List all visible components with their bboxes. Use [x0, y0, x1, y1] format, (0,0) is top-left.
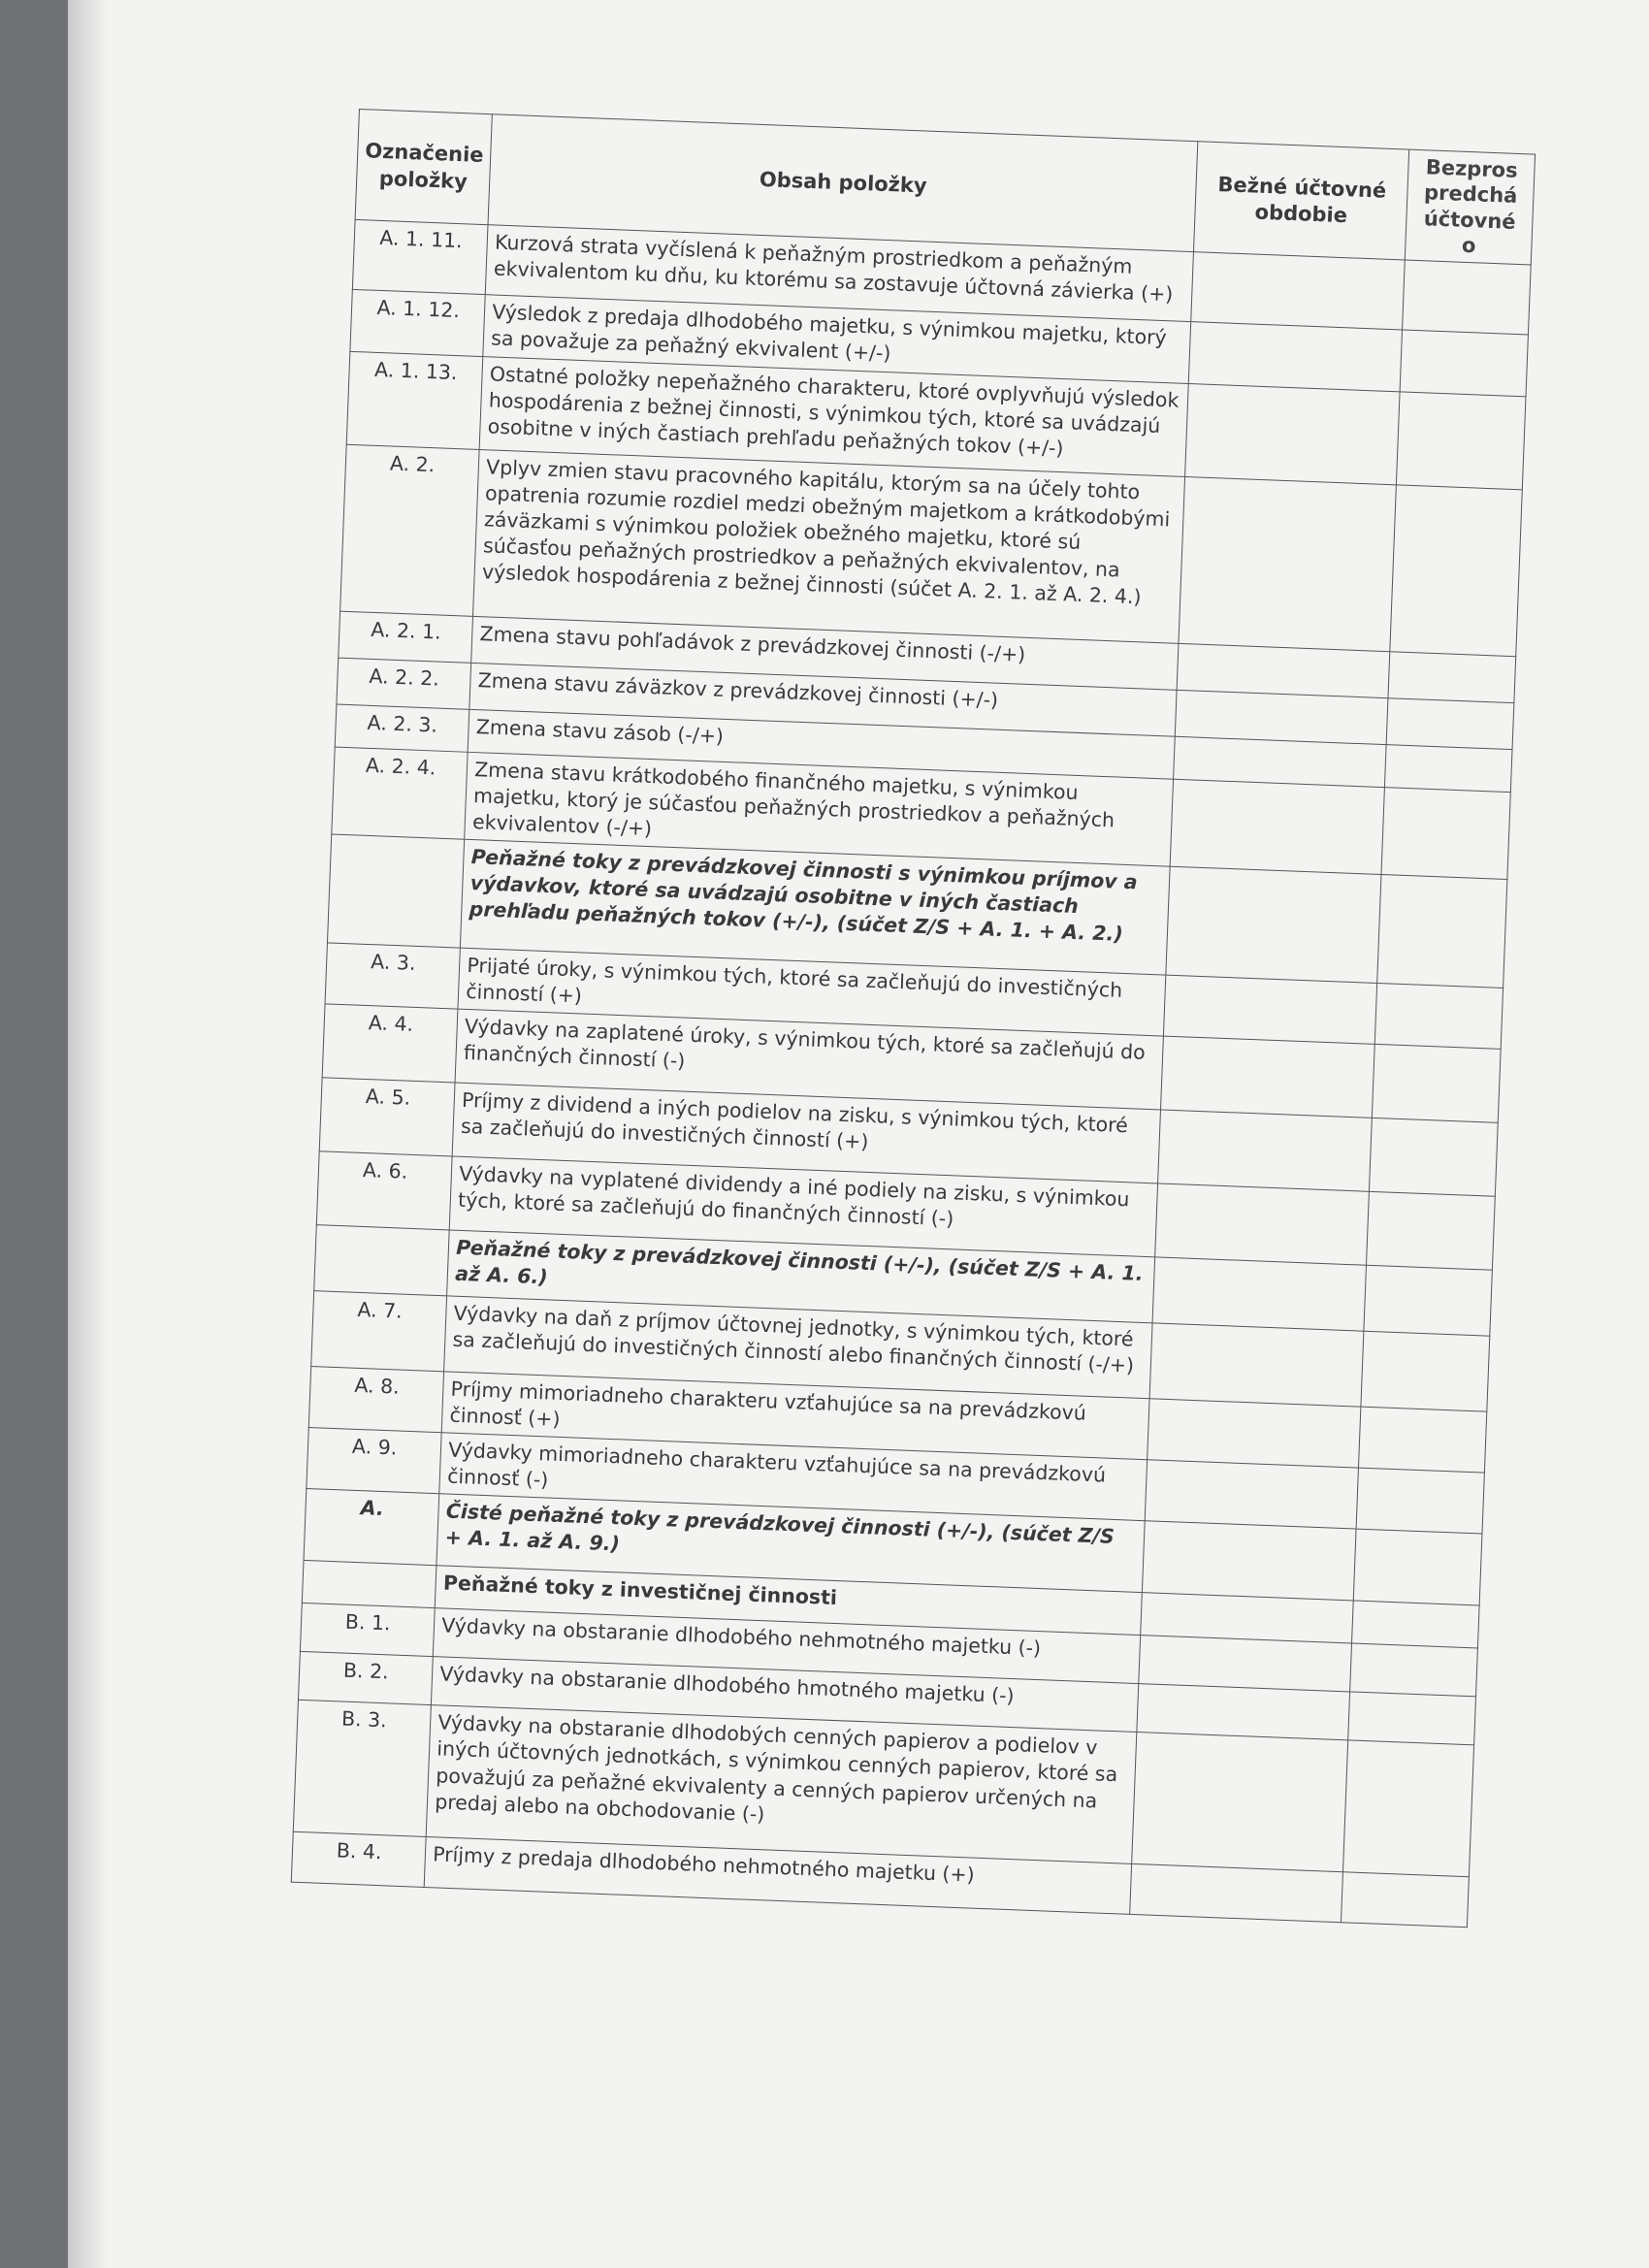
previous-period-cell [1343, 1740, 1474, 1877]
previous-period-cell [1390, 485, 1523, 657]
previous-period-cell [1353, 1529, 1482, 1605]
previous-period-cell [1377, 875, 1507, 988]
current-period-cell [1149, 1323, 1364, 1407]
previous-period-cell [1403, 260, 1532, 335]
item-code: A. 6. [316, 1151, 452, 1230]
current-period-cell [1155, 1183, 1370, 1265]
item-code: A. 1. 12. [350, 289, 486, 356]
item-content: Výdavky na daň z príjmov účtovnej jednotky, s výnimkou tých, ktoré sa začleňujú do investičných činností alebo finančných činností (-/+) [444, 1296, 1152, 1399]
current-period-cell [1164, 975, 1377, 1044]
item-code: A. 9. [307, 1428, 442, 1494]
header-previous-period: Bezpros predchá účtovné o [1406, 149, 1536, 265]
previous-period-cell [1400, 330, 1528, 397]
previous-period-cell [1386, 698, 1514, 750]
previous-period-cell [1381, 788, 1510, 880]
item-code: A. 2. 1. [339, 611, 473, 663]
item-content: Výdavky na vyplatené dividendy a iné podiely na zisku, s výnimkou tých, ktoré sa začleňujú do finančných činností (-) [449, 1156, 1157, 1257]
previous-period-cell [1352, 1601, 1480, 1648]
item-code: A. 1. 11. [352, 219, 488, 294]
current-period-cell [1152, 1257, 1366, 1331]
item-content: Kurzová strata vyčíslená k peňažným prostriedkom a peňažným ekvivalentom ku dňu, ku ktorému sa zostavuje účtovná závierka (+) [486, 225, 1194, 322]
current-period-cell [1177, 643, 1390, 697]
previous-period-cell [1367, 1192, 1496, 1271]
current-period-cell [1148, 1399, 1361, 1468]
previous-period-cell [1348, 1692, 1476, 1745]
item-code: A. 4. [322, 1004, 458, 1083]
previous-period-cell [1385, 745, 1513, 793]
current-period-cell [1130, 1864, 1343, 1923]
item-content: Výdavky na obstaranie dlhodobého nehmotného majetku (-) [434, 1608, 1141, 1684]
item-code: A. 8. [308, 1367, 444, 1433]
header-content: Obsah položky [488, 114, 1198, 252]
item-content: Zmena stavu zásob (-/+) [468, 709, 1175, 779]
item-content: Peňažné toky z prevádzkovej činnosti (+/-), (súčet Z/S + A. 1. až A. 6.) [447, 1230, 1155, 1323]
item-content: Zmena stavu krátkodobého finančného majetku, s výnimkou majetku, ktorý je súčasťou peňažných prostriedkov a peňažných ekvivalentov (-/+) [465, 752, 1174, 866]
current-period-cell [1179, 476, 1396, 651]
current-period-cell [1139, 1636, 1352, 1692]
current-period-cell [1185, 384, 1401, 485]
item-content: Peňažné toky z investičnej činnosti [435, 1566, 1142, 1636]
item-code: A. 2. 3. [335, 704, 469, 752]
current-period-cell [1166, 866, 1381, 983]
previous-period-cell [1388, 652, 1516, 703]
current-period-cell [1170, 779, 1384, 874]
previous-period-cell [1397, 392, 1527, 490]
item-content: Čisté peňažné toky z prevádzkovej činnosti (+/-), (súčet Z/S + A. 1. až A. 9.) [436, 1494, 1145, 1593]
item-code: B. 2. [298, 1652, 433, 1705]
item-content: Príjmy mimoriadneho charakteru vzťahujúce sa na prevádzkovú činnosť (+) [441, 1372, 1149, 1460]
item-code: A. 2. 2. [337, 658, 471, 709]
current-period-cell [1176, 690, 1389, 744]
current-period-cell [1137, 1684, 1350, 1740]
item-code: B. 4. [291, 1832, 426, 1888]
item-content: Zmena stavu záväzkov z prevádzkovej činnosti (+/-) [469, 663, 1177, 736]
item-content: Zmena stavu pohľadávok z prevádzkovej činnosti (-/+) [471, 616, 1179, 690]
item-code: A. 2. [340, 444, 480, 616]
item-code: A. 3. [325, 943, 461, 1009]
item-code: A. 1. 13. [346, 351, 483, 449]
previous-period-cell [1373, 1045, 1502, 1123]
previous-period-cell [1356, 1468, 1484, 1534]
current-period-cell [1143, 1521, 1357, 1601]
table-body [291, 219, 1531, 1928]
current-period-cell [1191, 252, 1406, 330]
header-current-period: Bežné účtovné obdobie [1194, 142, 1409, 260]
previous-period-cell [1364, 1265, 1493, 1336]
previous-period-cell [1375, 984, 1504, 1050]
current-period-cell [1161, 1036, 1375, 1118]
item-code: B. 3. [293, 1701, 431, 1837]
item-content: Príjmy z dividend a iných podielov na zisku, s výnimkou tých, ktoré sa začleňujú do investičných činností (+) [452, 1083, 1160, 1183]
previous-period-cell [1342, 1872, 1470, 1928]
item-content: Ostatné položky nepeňažného charakteru, ktoré ovplyvňujú výsledok hospodárenia z bežnej činnosti, s výnimkou tých, ktoré sa uvádzajú osobitne v iných častiach prehľadu peňažných tokov (+/-) [479, 357, 1188, 477]
document-page [68, 0, 1649, 2268]
previous-period-cell [1359, 1407, 1487, 1473]
item-code: A. [304, 1489, 439, 1566]
item-code: A. 2. 4. [332, 747, 469, 839]
item-content: Výdavky mimoriadneho charakteru vzťahujúce sa na prevádzkovú činnosť (-) [439, 1433, 1148, 1521]
item-content: Vplyv zmien stavu pracovného kapitálu, ktorým sa na účely tohto opatrenia rozumie rozdiel medzi obežným majetkom a krátkodobými záväzkami s výnimkou položiek obežného majetku, ktoré sú súčasťou peňažných prostriedkov a peňažných ekvivalentov, na výsledok hospodárenia z bežnej činnosti (súčet A. 2. 1. až A. 2. 4.) [473, 450, 1185, 644]
current-period-cell [1158, 1110, 1373, 1191]
current-period-cell [1145, 1460, 1358, 1529]
header-code: Označenie položky [355, 110, 493, 225]
item-content: Výsledok z predaja dlhodobého majetku, s výnimkou majetku, ktorý sa považuje za peňažný ekvivalent (+/-) [483, 295, 1191, 384]
item-code [302, 1561, 436, 1608]
item-content: Príjmy z predaja dlhodobého nehmotného majetku (+) [424, 1837, 1131, 1915]
item-code: B. 1. [300, 1604, 435, 1657]
item-code: A. 7. [311, 1291, 447, 1372]
previous-period-cell [1361, 1331, 1490, 1411]
item-content: Peňažné toky z prevádzkovej činnosti s výnimkou príjmov a výdavkov, ktoré sa uvádzajú osobitne v iných častiach prehľadu peňažných tokov (+/-), (súčet Z/S + A. 1. + A. 2.) [461, 839, 1171, 975]
item-content: Výdavky na obstaranie dlhodobých cenných papierov a podielov v iných účtovných jednotkách, s výnimkou cenných papierov, ktoré sa považujú za peňažné ekvivalenty a cenných papierov určených na predaj alebo na obchodovanie (-) [426, 1705, 1137, 1864]
item-code [314, 1225, 450, 1296]
previous-period-cell [1370, 1118, 1499, 1197]
cash-flow-statement-sheet [291, 109, 1536, 1928]
item-content: Výdavky na obstaranie dlhodobého hmotného majetku (-) [432, 1657, 1139, 1733]
item-content: Prijaté úroky, s výnimkou tých, ktoré sa začleňujú do investičných činností (+) [458, 948, 1166, 1036]
current-period-cell [1189, 322, 1403, 392]
cash-flow-table [291, 109, 1536, 1928]
item-code [327, 834, 464, 948]
item-code: A. 5. [319, 1078, 455, 1156]
current-period-cell [1132, 1733, 1348, 1872]
previous-period-cell [1350, 1643, 1478, 1697]
item-content: Výdavky na zaplatené úroky, s výnimkou tých, ktoré sa začleňujú do finančných činností (-) [455, 1009, 1163, 1110]
